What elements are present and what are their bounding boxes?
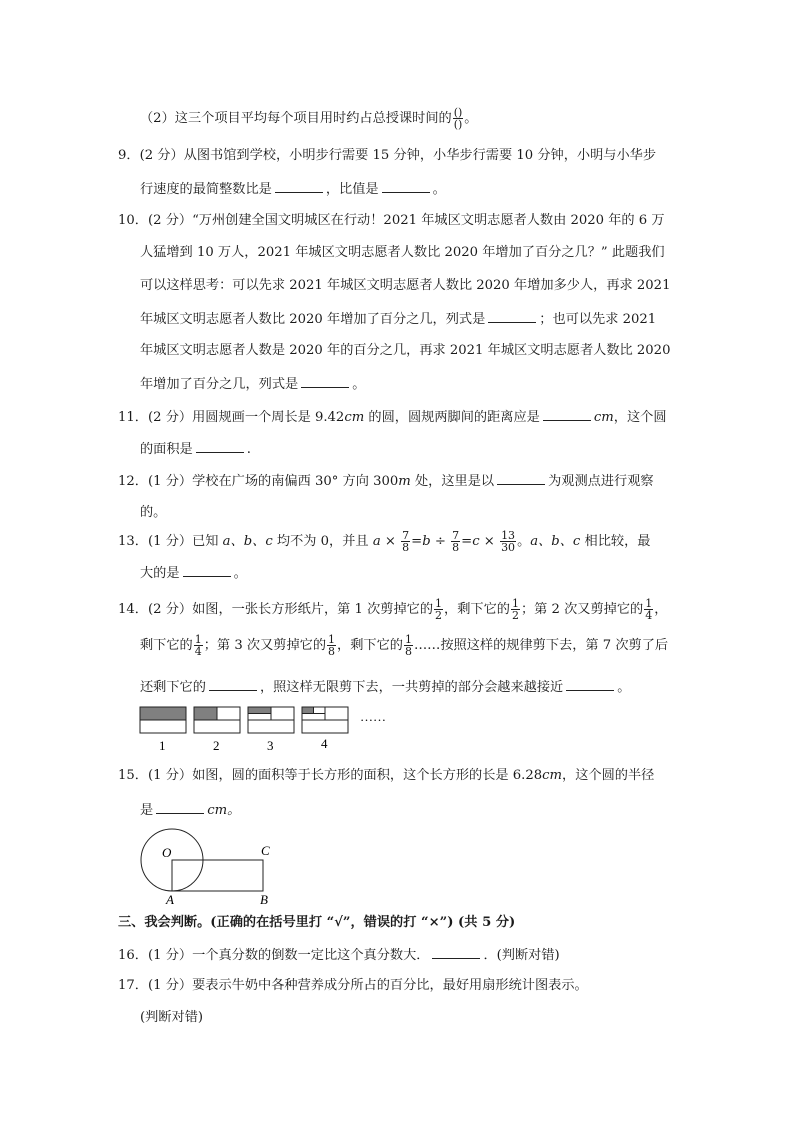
label-A: A: [166, 892, 174, 906]
q14-frac-quarter-1: $\frac{1}{4}$: [645, 597, 653, 622]
q16-line1: 16．(1 分）一个真分数的倒数一定比这个真分数大． ．(判断对错): [118, 944, 560, 966]
q12-line1: 12．(1 分）学校在广场的南偏西 30° 方向 300m 处，这里是以 为观测点进行观察: [118, 470, 654, 492]
q11-blank-2[interactable]: [196, 438, 244, 453]
q15-circle-rect-figure: [132, 828, 282, 906]
paper-cut-2: [194, 707, 240, 733]
q10-line6: 年增加了百分之几，列式是 。: [140, 373, 365, 395]
q8-part2: （2）这三个项目平均每个项目用时约占总授课时间的 $\frac{()}{()}$ 。: [140, 106, 478, 131]
q11-blank-1[interactable]: [543, 406, 591, 421]
q14-frac-eighth-1: $\frac{1}{8}$: [328, 633, 336, 658]
q13-fraction-2: $\frac{7}{8}$: [452, 529, 460, 554]
q12-blank[interactable]: [497, 470, 545, 485]
q10-blank-2[interactable]: [301, 373, 349, 388]
label-C: C: [261, 843, 270, 858]
fig-label-3: 3: [267, 738, 274, 753]
fig-label-2: 2: [213, 738, 220, 753]
q13-blank[interactable]: [183, 562, 231, 577]
q15-blank[interactable]: [156, 799, 204, 814]
q17-line1: 17．(1 分）要表示牛奶中各种营养成分所占的百分比，最好用扇形统计图表示。: [118, 978, 588, 993]
rectangle: [172, 860, 263, 891]
q14-line3: 还剩下它的 ，照这样无限剪下去，一共剪掉的部分会越来越接近 。: [140, 676, 630, 698]
fig-label-4: 4: [321, 736, 328, 751]
q14-blank-2[interactable]: [566, 676, 614, 691]
paper-cut-4: [302, 707, 348, 733]
q14-line1: 14．(2 分）如图，一张长方形纸片，第 1 次剪掉它的 $\frac{1}{2}$ ，剩下它的 $\frac{1}{2}$ ；第 2 次又剪掉它的 $\frac{1}{4}$ ，: [118, 597, 668, 622]
paper-cut-1: [140, 707, 186, 733]
q14-frac-half-2: $\frac{1}{2}$: [511, 597, 519, 622]
q12-line2: 的。: [140, 505, 167, 520]
q15-line2: 是 cm。: [140, 799, 240, 821]
q10-blank-1[interactable]: [488, 308, 536, 323]
q14-paper-figure: [138, 705, 398, 755]
q10-line2: 人猛增到 10 万人，2021 年城区文明志愿者人数比 2020 年增加了百分之几？” 此题我们: [140, 245, 665, 260]
q10-line3: 可以这样思考：可以先求 2021 年城区文明志愿者人数比 2020 年增加多少人，再求 2021: [140, 278, 671, 293]
q16-blank[interactable]: [432, 944, 480, 959]
section3-title: 三、我会判断。(正确的在括号里打 “√”，错误的打 “×”) (共 5 分): [118, 915, 516, 930]
q11-line1: 11．(2 分）用圆规画一个周长是 9.42cm 的圆，圆规两脚间的距离应是 cm，这个圆: [118, 406, 667, 428]
q10-line1: 10．(2 分）“万州创建全国文明城区在行动！2021 年城区文明志愿者人数由 2020 年的 6 万: [118, 213, 665, 228]
q10-line5: 年城区文明志愿者人数是 2020 年的百分之几，再求 2021 年城区文明志愿者人数比 2020: [140, 343, 671, 358]
fig-label-1: 1: [159, 738, 166, 753]
q14-frac-half-1: $\frac{1}{2}$: [435, 597, 443, 622]
q14-line2: 剩下它的 $\frac{1}{4}$ ；第 3 次又剪掉它的 $\frac{1}{8}$ ，剩下它的 $\frac{1}{8}$ ……按照这样的规律剪下去，第 7 次剪了后: [140, 633, 669, 658]
q13-line1: 13．(1 分）已知 a、b、c 均不为 0，并且 a × $\frac{7}{8}$ =b ÷ $\frac{7}{8}$ =c × $\frac{13}{30}$ 。a、b、c 相比较，最: [118, 529, 651, 554]
q13-fraction-1: $\frac{7}{8}$: [402, 529, 410, 554]
q17-line2: (判断对错): [140, 1010, 204, 1025]
q14-frac-quarter-2: $\frac{1}{4}$: [194, 633, 202, 658]
label-B: B: [260, 892, 268, 906]
q11-line2: 的面积是 .: [140, 438, 251, 460]
q9-line2: 行速度的最简整数比是 ，比值是 。: [140, 178, 446, 200]
q14-frac-eighth-2: $\frac{1}{8}$: [404, 633, 412, 658]
label-O: O: [162, 845, 172, 860]
q9-blank-2[interactable]: [382, 178, 430, 193]
paper-cut-3: [248, 707, 294, 733]
q13-line2: 大的是 。: [140, 562, 247, 584]
q9-blank-1[interactable]: [275, 178, 323, 193]
q10-line4: 年城区文明志愿者人数比 2020 年增加了百分之几，列式是 ；也可以先求 2021: [140, 308, 656, 330]
q14-blank-1[interactable]: [209, 676, 257, 691]
q13-fraction-3: $\frac{13}{30}$: [501, 529, 516, 554]
q8-fraction: $\frac{()}{()}$: [453, 106, 463, 131]
fig-ellipsis: ……: [360, 709, 386, 724]
q9-line1: 9．(2 分）从图书馆到学校，小明步行需要 15 分钟，小华步行需要 10 分钟，小明与小华步: [118, 148, 657, 163]
q15-line1: 15．(1 分）如图，圆的面积等于长方形的面积，这个长方形的长是 6.28cm，这个圆的半径: [118, 768, 655, 783]
